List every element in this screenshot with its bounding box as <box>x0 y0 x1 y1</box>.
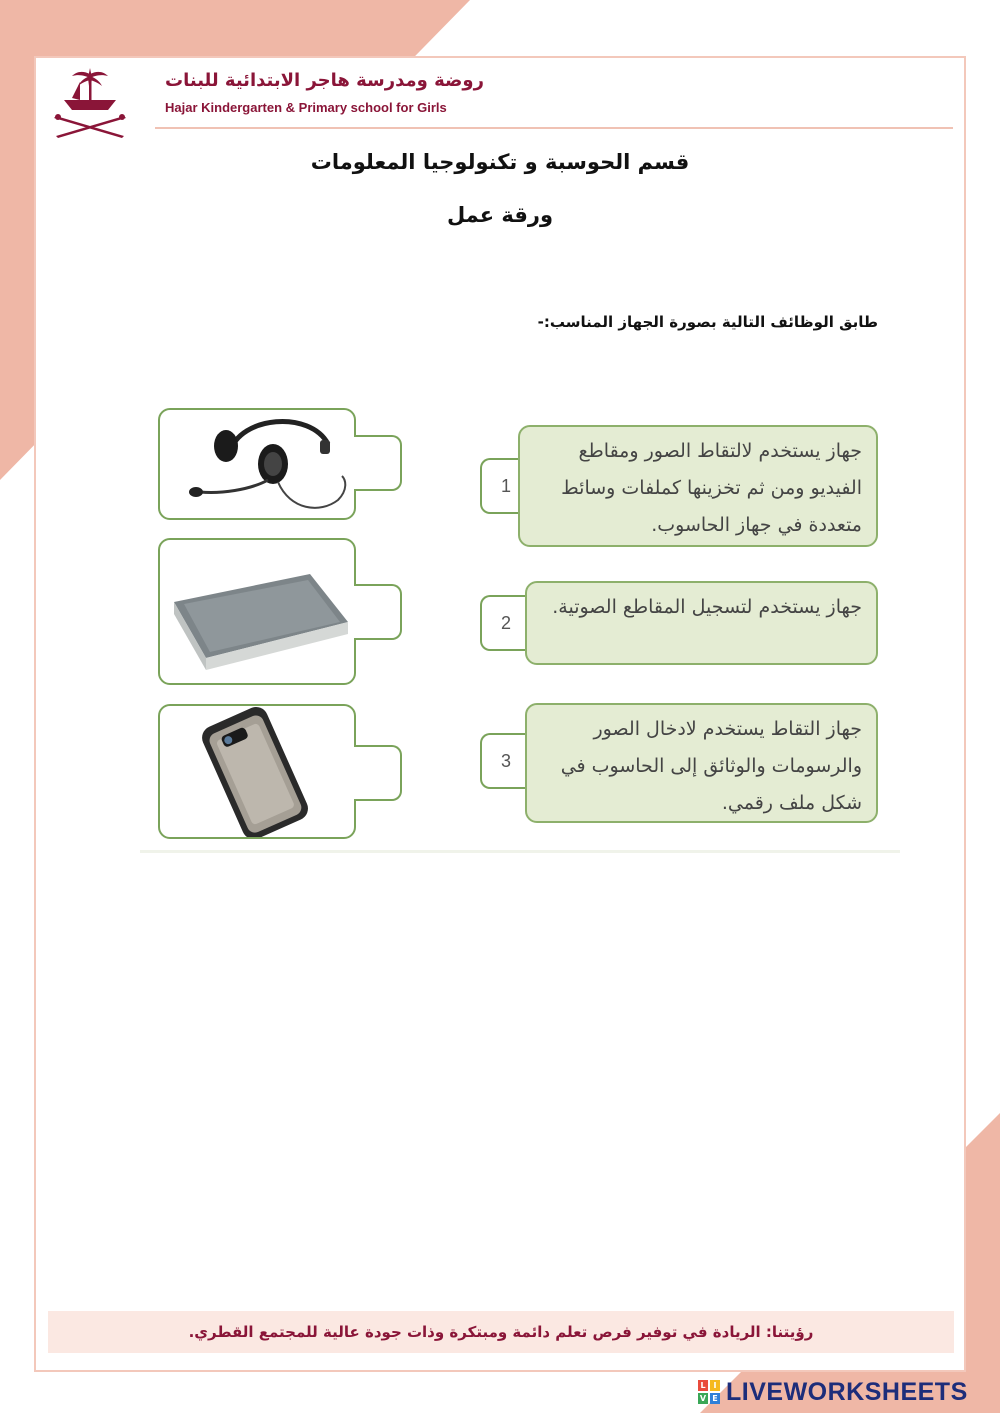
device-image-smartphone[interactable] <box>158 704 356 839</box>
item-number-1: 1 <box>480 458 530 514</box>
scanner-icon <box>160 540 354 683</box>
logo-letter: V <box>699 1394 707 1403</box>
device-image-scanner[interactable] <box>158 538 356 685</box>
description-text-3: جهاز التقاط يستخدم لادخال الصور والرسومات والوثائق إلى الحاسوب في شكل ملف رقمي. <box>560 718 862 814</box>
logo-letter: L <box>698 1380 708 1391</box>
header-divider <box>155 127 953 129</box>
department-title: قسم الحوسبة و تكنولوجيا المعلومات <box>310 150 690 174</box>
device-image-headset[interactable] <box>158 408 356 520</box>
liveworksheets-watermark[interactable] <box>698 1377 968 1407</box>
description-card-3 <box>525 703 878 823</box>
school-logo-icon <box>50 64 130 140</box>
school-name-arabic: روضة ومدرسة هاجر الابتدائية للبنات <box>165 70 484 91</box>
worksheet-title: ورقة عمل <box>446 203 554 227</box>
item-number-2: 2 <box>480 595 530 651</box>
answer-slot-2[interactable] <box>354 584 402 640</box>
logo-letter: E <box>710 1393 720 1404</box>
liveworksheets-logo-icon <box>698 1380 720 1404</box>
description-text-1: جهاز يستخدم لالتقاط الصور ومقاطع الفيديو ومن ثم تخزينها كملفات وسائط متعددة في جهاز الحاسوب. <box>561 440 862 536</box>
answer-slot-3[interactable] <box>354 745 402 801</box>
smartphone-icon <box>160 706 354 837</box>
vision-statement: رؤيتنا: الريادة في توفير فرص تعلم دائمة ومبتكرة وذات جودة عالية للمجتمع القطري. <box>188 1323 814 1341</box>
school-name-english: Hajar Kindergarten & Primary school for Girls <box>165 100 447 115</box>
instruction-text: طابق الوظائف التالية بصورة الجهاز المناسب:- <box>537 313 878 331</box>
answer-slot-1[interactable] <box>354 435 402 491</box>
item-number-3: 3 <box>480 733 530 789</box>
liveworksheets-text: LIVEWORKSHEETS <box>726 1377 968 1406</box>
logo-letter: I <box>710 1380 720 1391</box>
description-card-2 <box>525 581 878 665</box>
description-text-2: جهاز يستخدم لتسجيل المقاطع الصوتية. <box>552 596 862 618</box>
description-card-1 <box>518 425 878 547</box>
headset-icon <box>160 410 354 518</box>
